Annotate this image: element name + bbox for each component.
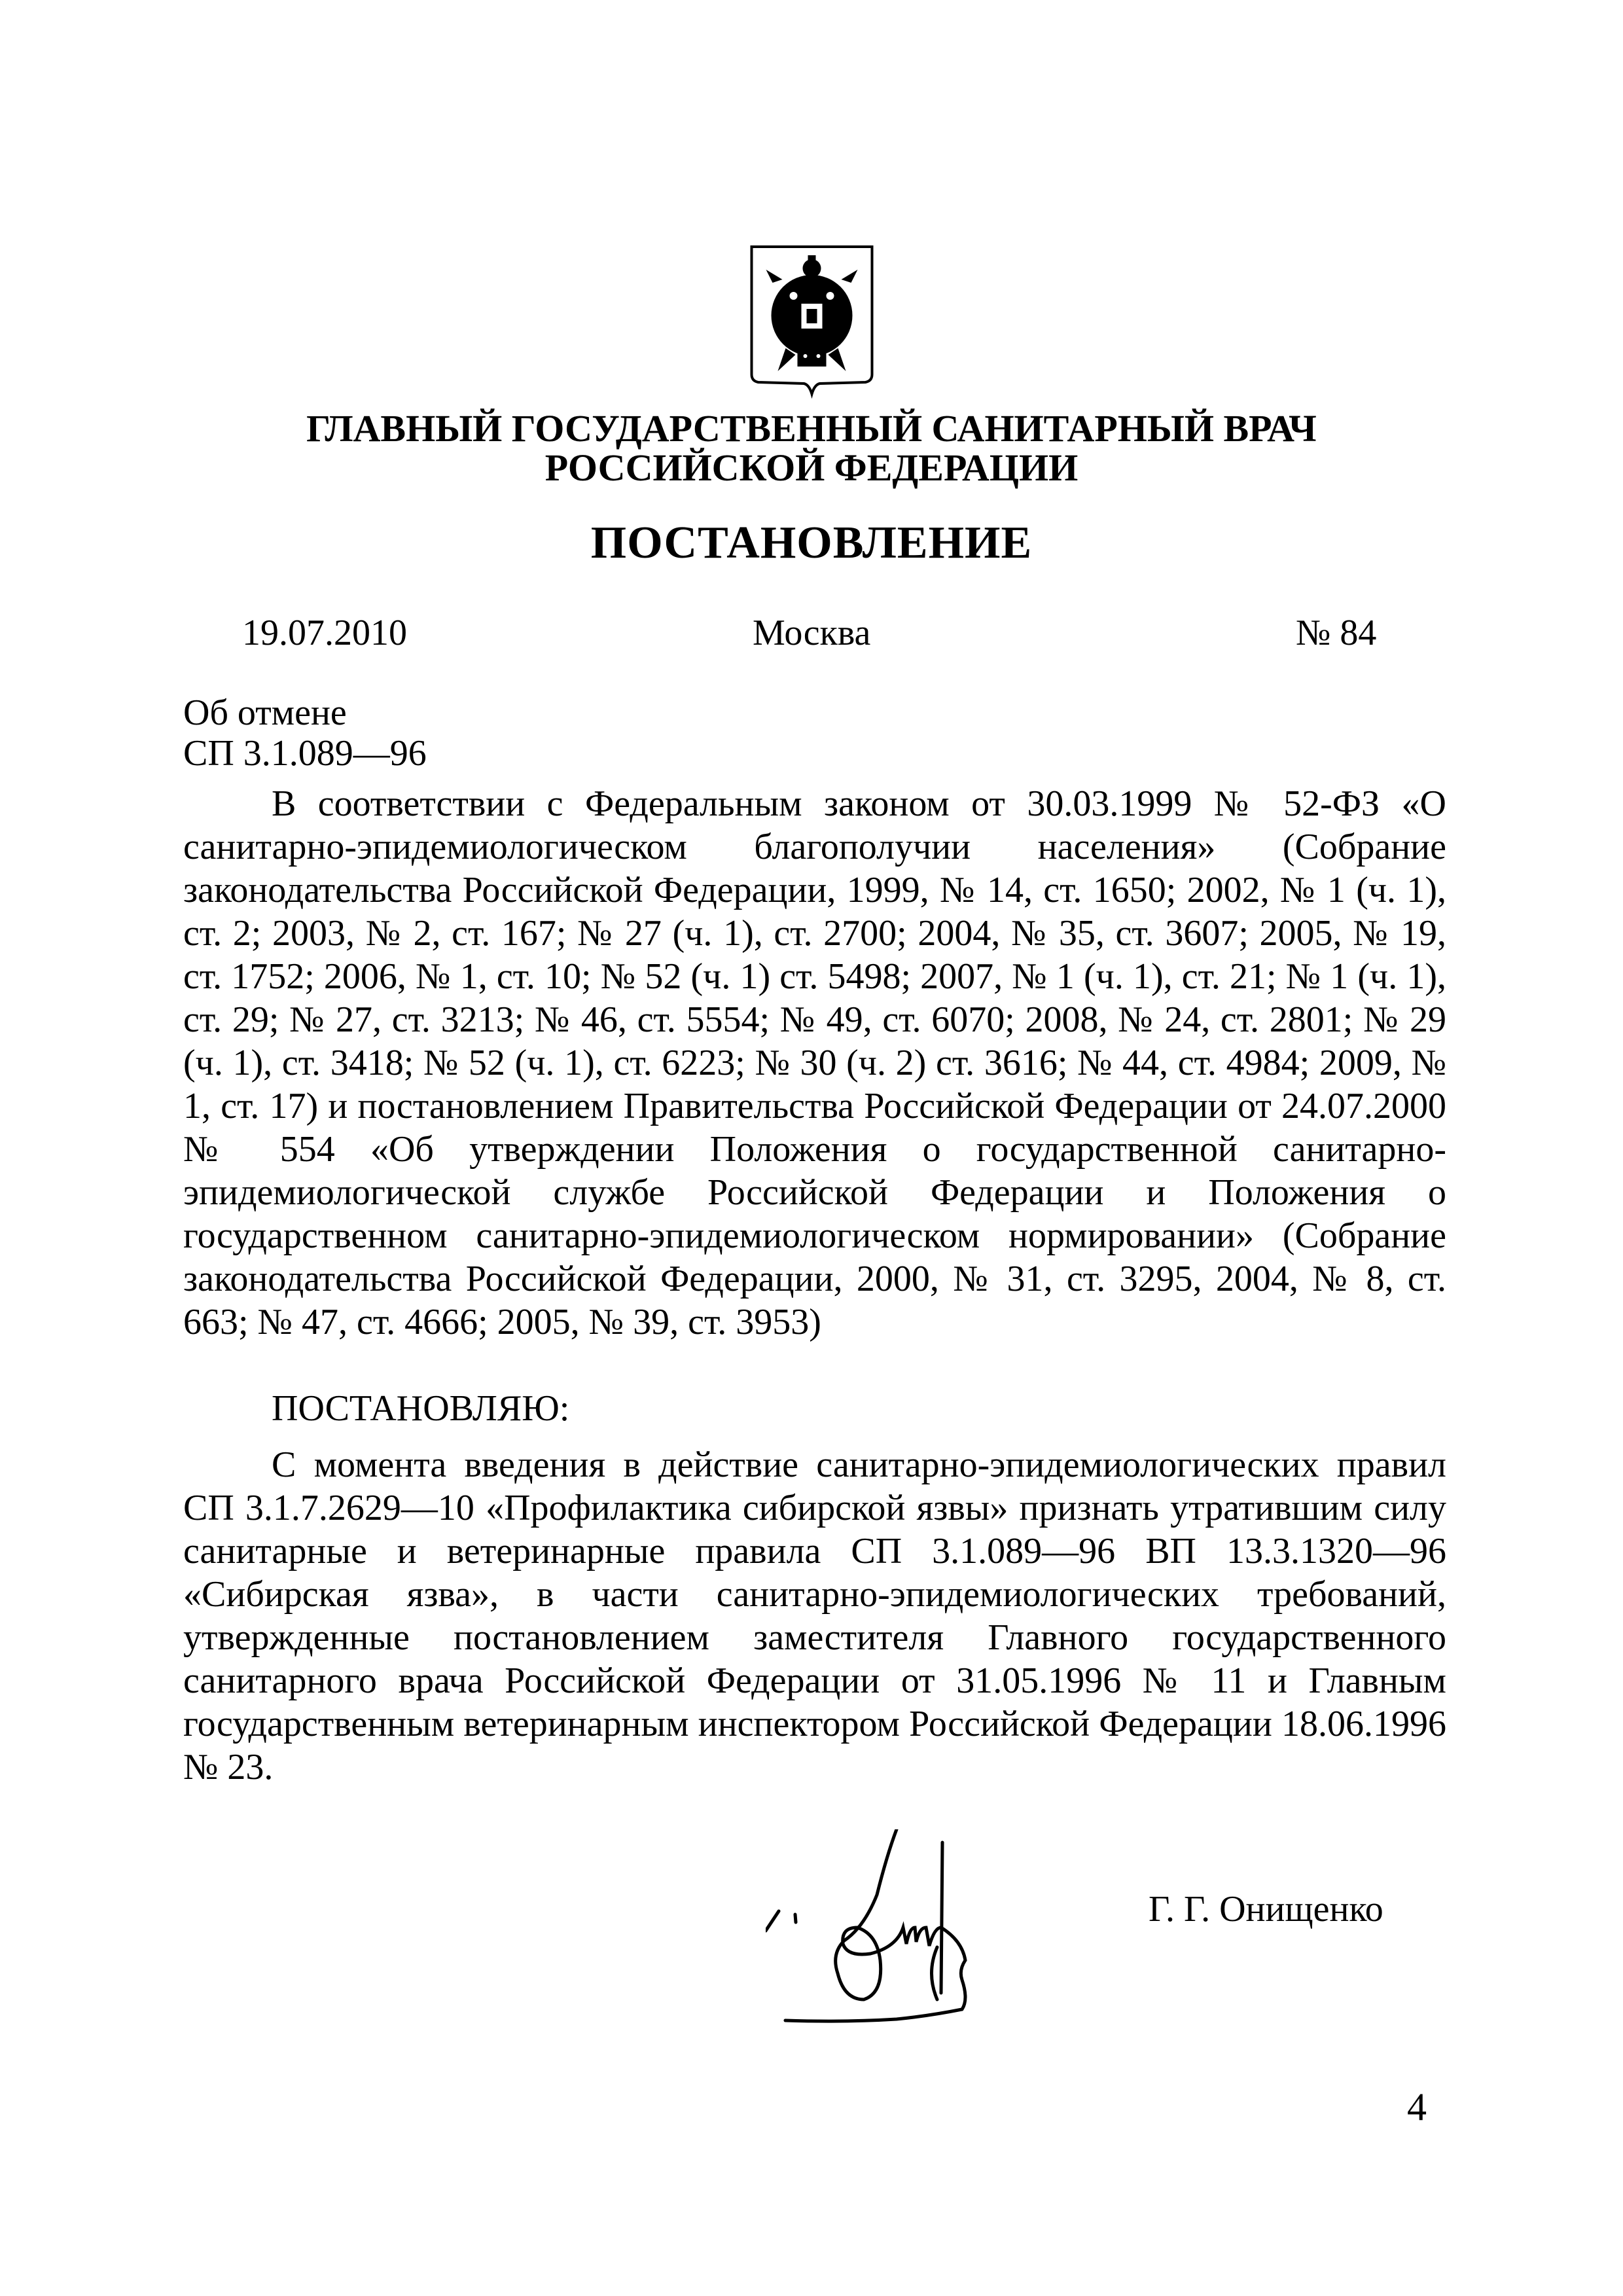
coat-of-arms-icon: [745, 243, 879, 401]
subject-line1: Об отмене: [183, 692, 347, 733]
document-date: 19.07.2010: [242, 613, 407, 653]
subject-line2: СП 3.1.089—96: [183, 733, 427, 774]
handwritten-signature-icon: [766, 1829, 1060, 2026]
signatory-name: Г. Г. Онищенко: [1149, 1889, 1383, 1929]
issuer-title-line2: РОССИЙСКОЙ ФЕДЕРАЦИИ: [544, 446, 1079, 489]
document-type-heading: ПОСТАНОВЛЕНИЕ: [590, 518, 1033, 568]
preamble-text: В соответствии с Федеральным законом от 30.03.1999 № 52-ФЗ «О санитарно-эпидемиологическом благополучии населения» (Собрание законодательства Российской Федерации, 1999, № 14, ст. 1650; 2002, № 1 (ч. 1), ст. 2; 2003, № 2, ст. 167; № 27 (ч. 1), ст. 2700; 2004, № 35, ст. 3607; 2005, № 19, ст. 1752; 2006, № 1, ст. 10; № 52 (ч. 1) ст. 5498; 2007, № 1 (ч. 1), ст. 21; № 1 (ч. 1), ст. 29; № 27, ст. 3213; № 46, ст. 5554; № 49, ст. 6070; 2008, № 24, ст. 2801; № 29 (ч. 1), ст. 3418; № 52 (ч. 1), ст. 6223; № 30 (ч. 2) ст. 3616; № 44, ст. 4984; 2009, № 1, ст. 17) и постановлением Правительства Российской Федерации от 24.07.2000 № 554 «Об утверждении Положения о государственной санитарно-эпидемиологической службе Российской Федерации и Положения о государственном санитарно-эпидемиологическом нормировании» (Собрание законодательства Российской Федерации, 2000, № 31, ст. 3295, 2004, № 8, ст. 663; № 47, ст. 4666; 2005, № 39, ст. 3953): [183, 783, 1446, 1342]
document-city: Москва: [753, 613, 871, 653]
page-number: 4: [1407, 2085, 1427, 2128]
preamble-paragraph: [183, 782, 1446, 1344]
issuer-title-line1: ГЛАВНЫЙ ГОСУДАРСТВЕННЫЙ САНИТАРНЫЙ ВРАЧ: [306, 407, 1317, 450]
decision-paragraph: [183, 1443, 1446, 1789]
decision-text: С момента введения в действие санитарно-эпидемиологических правил СП 3.1.7.2629—10 «Профилактика сибирской язвы» признать утратившим силу санитарные и ветеринарные правила СП 3.1.089—96 ВП 13.3.1320—96 «Сибирская язва», в части санитарно-эпидемиологических требований, утвержденные постановлением заместителя Главного государственного санитарного врача Российской Федерации от 31.05.1996 № 11 и Главным государственным ветеринарным инспектором Российской Федерации 18.06.1996 № 23.: [183, 1444, 1446, 1787]
document-number: № 84: [1296, 613, 1377, 653]
resolve-heading: ПОСТАНОВЛЯЮ:: [272, 1388, 570, 1429]
